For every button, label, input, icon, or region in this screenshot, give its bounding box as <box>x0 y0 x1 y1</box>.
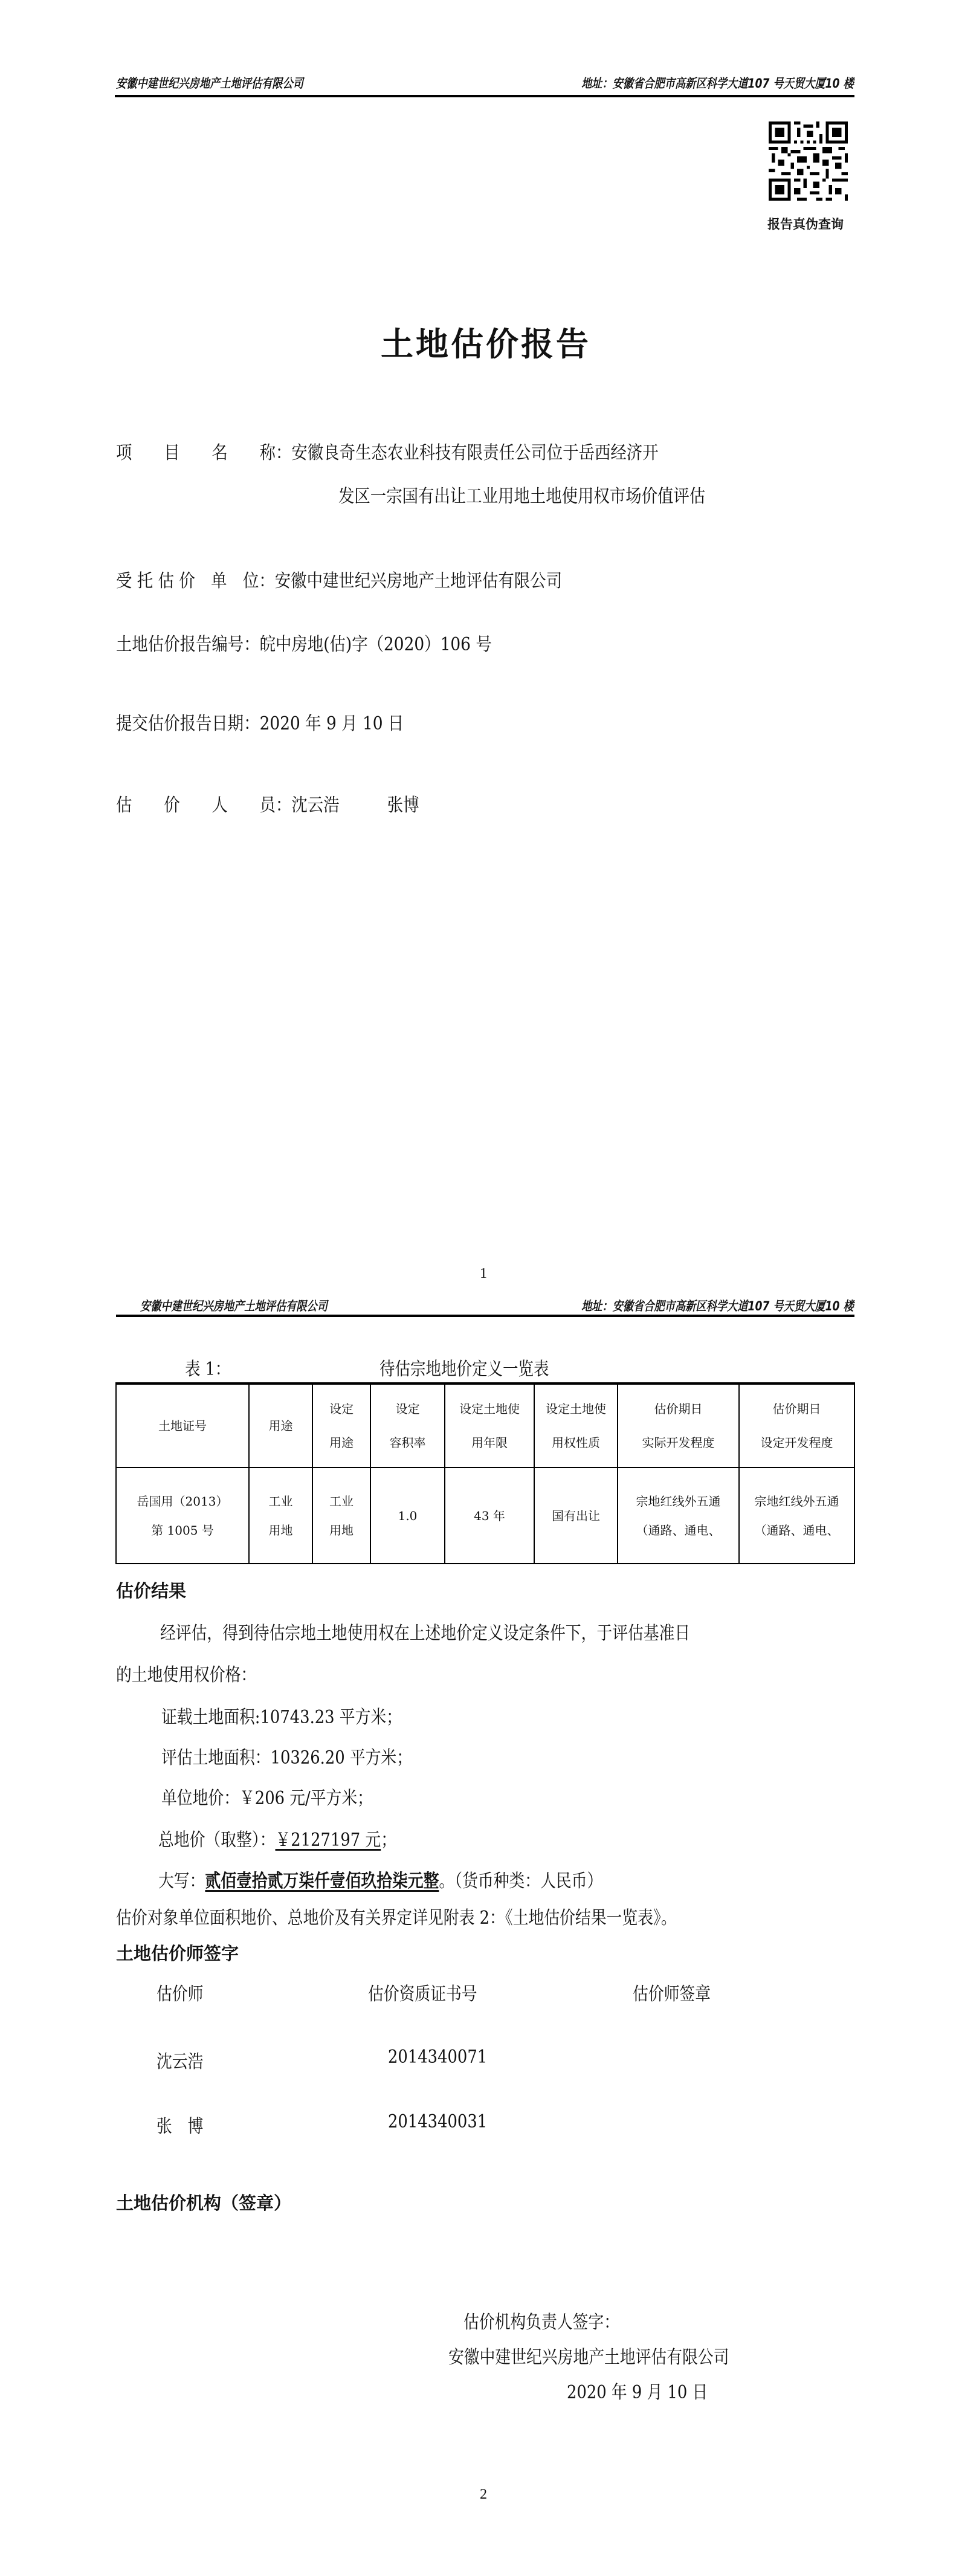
cell-set-far: 1.0 <box>370 1468 445 1564</box>
col-header-set-right: 设定土地使 用权性质 <box>534 1383 618 1468</box>
header-rule <box>115 95 854 97</box>
col-signature: 估价师签章 <box>633 1984 711 2005</box>
col-header-set-term: 设定土地使 用年限 <box>445 1383 534 1468</box>
results-heading: 估价结果 <box>116 1581 187 1601</box>
institution-date: 2020 年 9 月 10 日 <box>567 2382 708 2403</box>
col-appraiser: 估价师 <box>157 1984 204 2005</box>
institution-heading: 土地估价机构（签章） <box>116 2193 292 2213</box>
table-row <box>116 1468 854 1564</box>
page-number: 1 <box>480 1266 487 1281</box>
cell-set-right: 国有出让 <box>534 1468 618 1564</box>
field-submit-date <box>116 712 404 736</box>
cert-land-area: 证载土地面积:10743.23 平方米； <box>161 1707 402 1728</box>
results-intro-line2: 的土地使用权价格： <box>116 1665 257 1686</box>
field-value: 安徽良奇生态农业科技有限责任公司位于岳西经济开 <box>291 442 659 464</box>
field-label: 受 托 估 价 单 位： <box>116 571 275 592</box>
header-address: 地址：安徽省合肥市高新区科学大道107 号天贸大厦10 楼 <box>581 1299 854 1313</box>
cell-set-dev: 宗地红线外五通 （通路、通电、 <box>739 1468 854 1564</box>
field-report-number <box>116 633 492 657</box>
results-note: 估价对象单位面积地价、总地价及有关界定详见附表 2：《土地估价结果一览表》。 <box>116 1908 677 1929</box>
page-number: 2 <box>480 2487 487 2502</box>
eval-land-area: 评估土地面积：10326.20 平方米； <box>161 1747 413 1769</box>
page-title: 土地估价报告 <box>381 325 591 363</box>
field-label: 土地估价报告编号： <box>116 634 260 655</box>
total-value: ￥2127197 元 <box>275 1830 381 1851</box>
appraiser-name: 张 博 <box>157 2116 204 2137</box>
header-rule <box>116 1315 854 1317</box>
field-value: 安徽中建世纪兴房地产土地评估有限公司 <box>274 571 562 592</box>
field-value: 2020 年 9 月 10 日 <box>259 713 404 734</box>
institution-company: 安徽中建世纪兴房地产土地评估有限公司 <box>448 2347 729 2368</box>
cell-use: 工业 用地 <box>249 1468 312 1564</box>
col-header-cert-no: 土地证号 <box>116 1383 249 1468</box>
header-company: 安徽中建世纪兴房地产土地评估有限公司 <box>116 76 303 91</box>
total-land-price: 总地价（取整）：￥2127197 元； <box>158 1830 397 1851</box>
qr-caption: 报告真伪查询 <box>767 217 844 231</box>
header-company: 安徽中建世纪兴房地产土地评估有限公司 <box>140 1299 328 1313</box>
qr-code-icon[interactable] <box>769 121 848 201</box>
table-title: 待估宗地地价定义一览表 <box>379 1359 549 1380</box>
appraisers-heading: 土地估价师签字 <box>116 1943 239 1964</box>
field-entrusted-unit <box>116 569 562 594</box>
col-header-actual-dev: 估价期日 实际开发程度 <box>618 1383 739 1468</box>
col-header-set-far: 设定 容积率 <box>370 1383 445 1468</box>
cell-set-use: 工业 用地 <box>312 1468 370 1564</box>
total-in-capitals: 大写：贰佰壹拾贰万柒仟壹佰玖拾柒元整。（货币种类：人民币） <box>158 1871 603 1892</box>
field-value: 沈云浩 张博 <box>291 795 419 816</box>
field-project-name-cont: 发区一宗国有出让工业用地土地使用权市场价值评估 <box>338 486 706 507</box>
land-price-definition-table <box>115 1382 855 1564</box>
col-header-use: 用途 <box>249 1383 312 1468</box>
field-value: 皖中房地(估)字（2020）106 号 <box>259 634 492 655</box>
capital-value: 贰佰壹拾贰万柒仟壹佰玖拾柒元整 <box>205 1871 439 1892</box>
cell-cert-no: 岳国用（2013） 第 1005 号 <box>116 1468 249 1564</box>
field-project-name <box>116 441 659 465</box>
appraiser-cert: 2014340031 <box>388 2111 488 2132</box>
unit-land-price: 单位地价：￥206 元/平方米； <box>161 1788 373 1809</box>
table-header-row <box>116 1383 854 1468</box>
cell-actual-dev: 宗地红线外五通 （通路、通电、 <box>618 1468 739 1564</box>
appraiser-name: 沈云浩 <box>157 2051 204 2073</box>
header-address: 地址：安徽省合肥市高新区科学大道107 号天贸大厦10 楼 <box>581 76 854 91</box>
field-label: 项 目 名 称： <box>116 442 292 464</box>
col-cert-number: 估价资质证书号 <box>368 1984 477 2005</box>
col-header-set-use: 设定 用途 <box>312 1383 370 1468</box>
col-header-set-dev: 估价期日 设定开发程度 <box>739 1383 854 1468</box>
cell-set-term: 43 年 <box>445 1468 534 1564</box>
field-label: 提交估价报告日期： <box>116 713 260 734</box>
results-intro-line1: 经评估，得到待估宗地土地使用权在上述地价定义设定条件下，于评估基准日 <box>160 1623 691 1644</box>
table-label: 表 1： <box>185 1359 231 1380</box>
field-appraisers <box>116 794 419 818</box>
leader-signature-label: 估价机构负责人签字： <box>463 2312 619 2333</box>
appraiser-cert: 2014340071 <box>388 2047 488 2068</box>
field-label: 估 价 人 员： <box>116 795 292 816</box>
